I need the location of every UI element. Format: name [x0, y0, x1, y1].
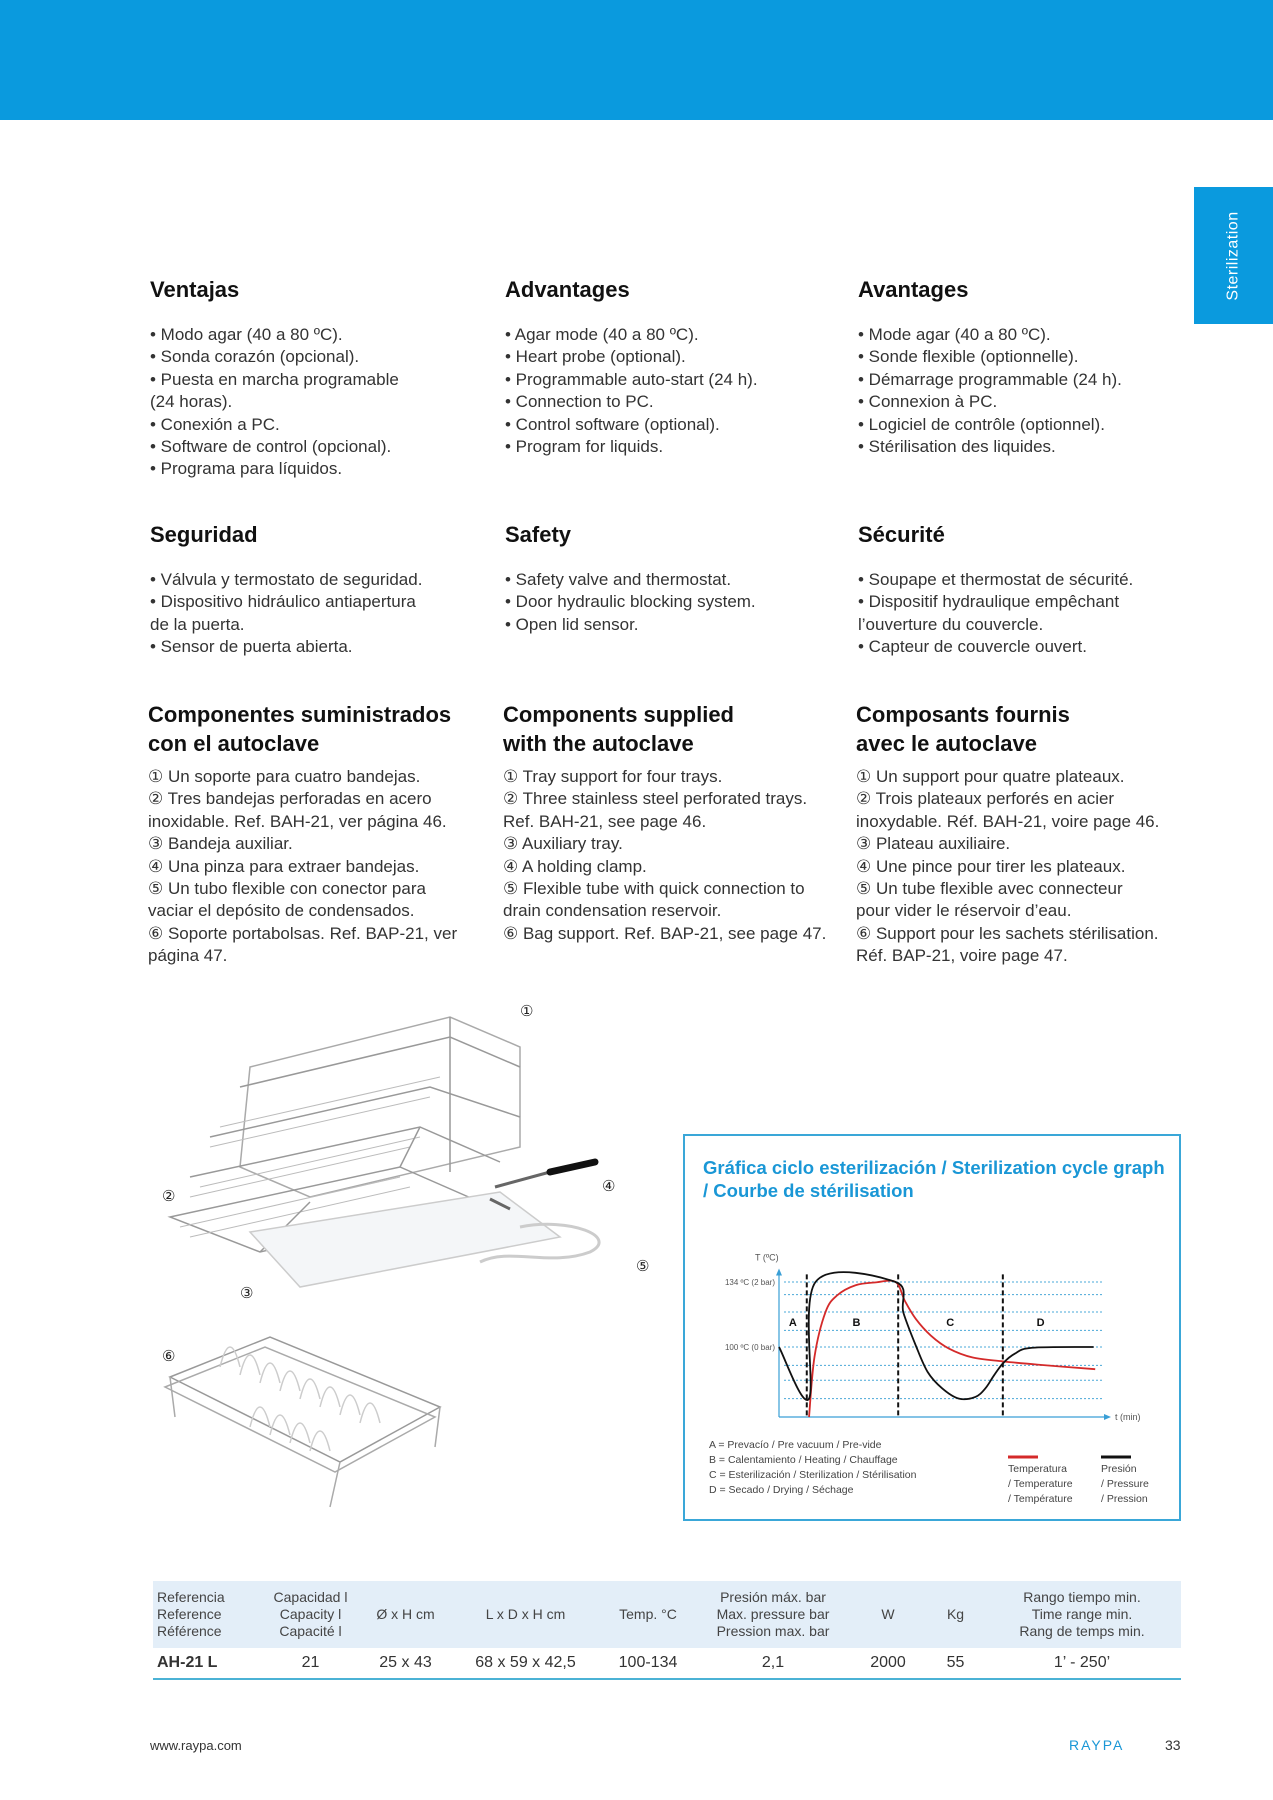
header-band	[0, 0, 1273, 120]
list-item: • Heart probe (optional).	[505, 347, 686, 367]
section-7	[503, 700, 853, 945]
list-item: • Connection to PC.	[505, 392, 654, 412]
section-list	[150, 569, 480, 659]
list-item: • Control software (optional).	[505, 414, 720, 434]
table-cell: AH-21 L	[157, 1654, 218, 1671]
header-line: Capacité l	[279, 1623, 342, 1639]
section-8	[856, 700, 1206, 968]
legend-label: / Pression	[1101, 1493, 1148, 1505]
list-item: ④ Une pince pour tirer les plateaux.	[856, 856, 1126, 876]
list-item: • Sensor de puerta abierta.	[150, 637, 353, 657]
list-item: • Sonda corazón (opcional).	[150, 347, 360, 367]
series-pressure-line	[779, 1272, 1094, 1400]
phase-legend-item: C = Esterilización / Sterilization / Stérilisation	[709, 1469, 917, 1481]
list-item: • Open lid sensor.	[505, 614, 639, 634]
x-axis-label: t (min)	[1115, 1412, 1141, 1422]
header-line: W	[881, 1606, 895, 1622]
list-item: ③ Bandeja auxiliar.	[148, 834, 293, 854]
column-header	[928, 1606, 983, 1623]
header-line: Capacity l	[279, 1606, 342, 1622]
section-6	[148, 700, 498, 968]
section-list	[148, 766, 498, 968]
section-list	[505, 569, 835, 636]
section-list	[505, 324, 835, 458]
header-line: L x D x H cm	[485, 1606, 566, 1622]
chart-svg	[685, 1136, 1179, 1519]
list-item: • Soupape et thermostat de sécurité.	[858, 570, 1134, 589]
sterilization-cycle-graph	[683, 1134, 1181, 1521]
list-item: ⑥ Soporte portabolsas. Ref. BAP-21, ver página 47.	[148, 923, 458, 966]
legend-label: / Pressure	[1101, 1478, 1149, 1490]
list-item: • Agar mode (40 a 80 ºC).	[505, 325, 699, 344]
x-axis-arrow	[1104, 1414, 1111, 1420]
header-line: Max. pressure bar	[716, 1606, 830, 1622]
legend-label: Temperatura	[1008, 1463, 1067, 1475]
header-line: Rango tiempo min.	[1023, 1589, 1141, 1605]
column-header	[358, 1606, 453, 1623]
phase-legend-item: B = Calentamiento / Heating / Chauffage	[709, 1454, 898, 1466]
list-item: ⑥ Bag support. Ref. BAP-21, see page 47.	[503, 923, 827, 943]
list-item: • Dispositif hydraulique empêchant l’ouverture du couvercle.	[858, 592, 1120, 634]
callout-2: ②	[162, 1188, 176, 1205]
list-item: • Safety valve and thermostat.	[505, 570, 732, 589]
section-4	[505, 520, 835, 636]
header-line: Referencia	[157, 1589, 225, 1605]
list-item: ② Three stainless steel perforated trays. Ref. BAH-21, see page 46.	[503, 789, 808, 831]
list-item: • Conexión a PC.	[150, 414, 280, 434]
list-item: • Logiciel de contrôle (optionnel).	[858, 414, 1105, 434]
list-item: ③ Plateau auxiliaire.	[856, 834, 1011, 854]
table-cell: 2000	[870, 1654, 906, 1671]
table-cell: 25 x 43	[379, 1654, 432, 1671]
header-line: Time range min.	[1031, 1606, 1133, 1622]
phase-legend-item: A = Prevacío / Pre vacuum / Pre-vide	[709, 1439, 882, 1451]
phase-label: B	[852, 1317, 861, 1330]
header-line: Référence	[157, 1623, 222, 1639]
list-item: ④ Una pinza para extraer bandejas.	[148, 856, 420, 876]
table-cell: 100-134	[618, 1654, 678, 1671]
page-number: 33	[1165, 1737, 1181, 1753]
header-line: Reference	[157, 1606, 222, 1622]
callout-6: ⑥	[162, 1348, 176, 1365]
section-title: Seguridad	[150, 522, 258, 547]
list-item: ⑤ Flexible tube with quick connection to drain condensation reservoir.	[503, 879, 805, 921]
list-item: • Stérilisation des liquides.	[858, 437, 1056, 457]
y-tick-label: 100 ºC (0 bar)	[724, 1343, 775, 1353]
phase-legend-item: D = Secado / Drying / Séchage	[709, 1484, 854, 1496]
section-list	[858, 569, 1188, 659]
section-title: Advantages	[505, 277, 630, 302]
list-item: • Connexion à PC.	[858, 392, 998, 412]
header-line: Pression max. bar	[716, 1623, 830, 1639]
phase-label: D	[1036, 1317, 1045, 1330]
y-axis-arrow	[776, 1269, 782, 1276]
list-item: ① Un support pour quatre plateaux.	[856, 767, 1125, 786]
section-title: Safety	[505, 522, 572, 547]
header-line: Presión máx. bar	[720, 1589, 826, 1605]
list-item: ⑤ Un tubo flexible con conector para vaciar el depósito de condensados.	[148, 879, 426, 921]
list-item: ① Un soporte para cuatro bandejas.	[148, 767, 421, 786]
section-title: Avantages	[858, 277, 969, 302]
section-3	[150, 520, 480, 659]
section-list	[856, 766, 1206, 968]
list-item: • Démarrage programmable (24 h).	[858, 369, 1122, 389]
section-5	[858, 520, 1188, 659]
components-image	[150, 987, 650, 1547]
footer-url[interactable]: www.raypa.com	[150, 1738, 242, 1753]
list-item: • Dispositivo hidráulico antiapertura de la puerta.	[150, 592, 416, 634]
list-item: • Sonde flexible (optionnelle).	[858, 347, 1079, 367]
column-header	[153, 1589, 263, 1640]
list-item: ① Tray support for four trays.	[503, 767, 723, 786]
specs-table	[153, 1581, 1181, 1680]
list-item: • Mode agar (40 a 80 ºC).	[858, 325, 1051, 344]
section-list	[858, 324, 1188, 458]
callout-3: ③	[240, 1285, 254, 1302]
section-0	[150, 275, 480, 481]
section-2	[858, 275, 1188, 458]
section-list	[150, 324, 480, 481]
legend-label: / Température	[1008, 1493, 1073, 1505]
list-item: ② Tres bandejas perforadas en acero inoxidable. Ref. BAH-21, ver página 46.	[148, 789, 447, 831]
section-title: Sécurité	[858, 522, 945, 547]
header-line: Temp. °C	[619, 1606, 677, 1622]
callout-4: ④	[602, 1178, 616, 1195]
list-item: • Program for liquids.	[505, 437, 664, 457]
section-title: Components supplied with the autoclave	[503, 702, 734, 756]
table-cell: 68 x 59 x 42,5	[475, 1654, 576, 1671]
column-header	[983, 1589, 1181, 1640]
section-title: Ventajas	[150, 277, 240, 302]
list-item: ③ Auxiliary tray.	[503, 834, 623, 854]
table-row	[153, 1648, 1181, 1680]
table-cell: 2,1	[761, 1654, 785, 1671]
callout-5: ⑤	[636, 1258, 650, 1275]
y-tick-label: 134 ºC (2 bar)	[724, 1278, 775, 1287]
list-item: • Software de control (opcional).	[150, 437, 392, 457]
section-list	[503, 766, 853, 945]
column-header	[698, 1589, 848, 1640]
callout-1: ①	[520, 1003, 534, 1020]
column-header	[453, 1606, 598, 1623]
table-header	[153, 1581, 1181, 1648]
list-item: • Modo agar (40 a 80 ºC).	[150, 325, 343, 344]
brand-logo: RAYPA	[1069, 1737, 1125, 1753]
header-line: Kg	[946, 1606, 965, 1622]
list-item: • Capteur de couvercle ouvert.	[858, 637, 1087, 657]
list-item: • Programa para líquidos.	[150, 459, 343, 479]
column-header	[848, 1606, 928, 1623]
components-illustration	[150, 987, 650, 1547]
section-1	[505, 275, 835, 458]
list-item: ⑥ Support pour les sachets stérilisation. Réf. BAP-21, voire page 47.	[856, 923, 1159, 966]
section-tab-sterilization[interactable]: Sterilization	[1194, 187, 1273, 324]
header-line: Rang de temps min.	[1019, 1623, 1145, 1639]
section-title: Composants fournis avec le autoclave	[856, 702, 1070, 756]
legend-label: / Temperature	[1008, 1478, 1073, 1490]
list-item: ② Trois plateaux perforés en acier inoxydable. Réf. BAH-21, voire page 46.	[856, 789, 1160, 831]
list-item: • Programmable auto-start (24 h).	[505, 369, 758, 389]
list-item: ⑤ Un tube flexible avec connecteur pour vider le réservoir d’eau.	[856, 879, 1123, 921]
list-item: • Válvula y termostato de seguridad.	[150, 570, 423, 589]
column-header	[263, 1589, 358, 1640]
legend-label: Presión	[1101, 1463, 1137, 1475]
table-cell: 21	[301, 1654, 320, 1671]
list-item: ④ A holding clamp.	[503, 856, 647, 876]
phase-label: A	[788, 1317, 797, 1330]
header-line: Capacidad l	[273, 1589, 348, 1605]
section-title: Componentes suministrados con el autoclave	[148, 702, 452, 756]
y-axis-label: T (ºC)	[755, 1252, 779, 1263]
list-item: • Puesta en marcha programable (24 horas).	[150, 369, 399, 412]
table-cell: 1’ - 250’	[1053, 1654, 1111, 1671]
header-line: Ø x H cm	[376, 1606, 435, 1622]
graph-title: Gráfica ciclo esterilización / Sterilization cycle graph / Courbe de stérilisation	[703, 1157, 1165, 1201]
list-item: • Door hydraulic blocking system.	[505, 592, 756, 612]
column-header	[598, 1606, 698, 1623]
table-cell: 55	[946, 1654, 965, 1671]
phase-label: C	[946, 1317, 955, 1330]
